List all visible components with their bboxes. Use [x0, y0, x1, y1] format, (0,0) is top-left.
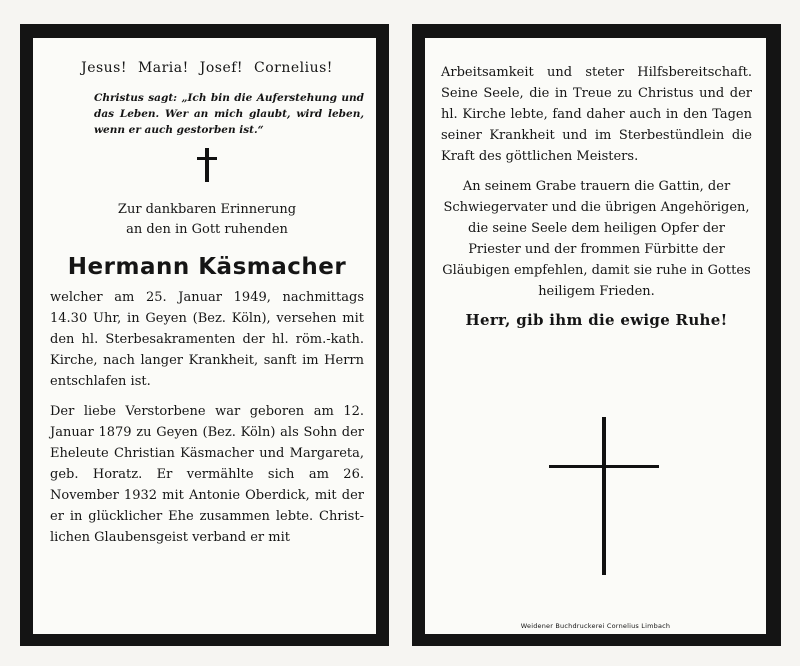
memory-line-2: an den in Gott ruhenden — [126, 222, 288, 237]
deceased-name: Hermann Käsmacher — [67, 254, 347, 280]
death-paragraph: welcher am 25. Januar 1949, nachmittags 14.30 Uhr, in Geyen (Bez. Köln), versehen mit den hl. Sterbesakramenten der hl. röm.-kath. Kirche, nach langer Krankheit, sanft im Herrn entschlafen ist. — [50, 290, 364, 389]
small-cross-icon — [197, 148, 217, 186]
scripture-quote: Christus sagt: „Ich bin die Auferstehung und das Leben. Wer an mich glaubt, wird leben, wenn er auch gestorben ist.“ — [94, 92, 364, 136]
left-card-content — [33, 38, 376, 634]
memory-line-1: Zur dankbaren Erinnerung — [117, 202, 297, 217]
biography-paragraph: Der liebe Verstorbene war geboren am 12. Januar 1879 zu Geyen (Bez. Köln) als Sohn der Eheleute Christian Käsmacher und Margareta, geb. Horatz. Er vermählte sich am 26. November 1932 mit Antonie Oberdick, mit der er in glücklicher Ehe zusammen lebte. Christlichen Glaubensgeist verband er mit — [50, 404, 364, 545]
left-card-page — [20, 24, 389, 646]
character-paragraph: Arbeitsamkeit und steter Hilfsbereitschaft. Seine Seele, die in Treue zu Christus und der hl. Kirche lebte, fand daher auch in den Tagen seiner Krankheit und im Sterbestündlein die Kraft des göttlichen Meisters. — [441, 65, 752, 164]
large-cross-icon — [549, 417, 659, 575]
mourners-paragraph: An seinem Grabe trauern die Gattin, der Schwiegervater und die übrigen Angehörigen, die seine Seele dem heiligen Opfer der Priester und der frommen Fürbitte der Gläubigen empfehlen, damit sie ruhe in Gottes heiligem Frieden. — [442, 179, 751, 299]
invocation: Jesus! Maria! Josef! Cornelius! — [81, 60, 333, 76]
right-card-content — [425, 38, 766, 634]
right-card-page — [412, 24, 781, 646]
closing-prayer: Herr, gib ihm die ewige Ruhe! — [465, 311, 728, 329]
printer-imprint: Weidener Buchdruckerei Cornelius Limbach — [520, 622, 671, 630]
